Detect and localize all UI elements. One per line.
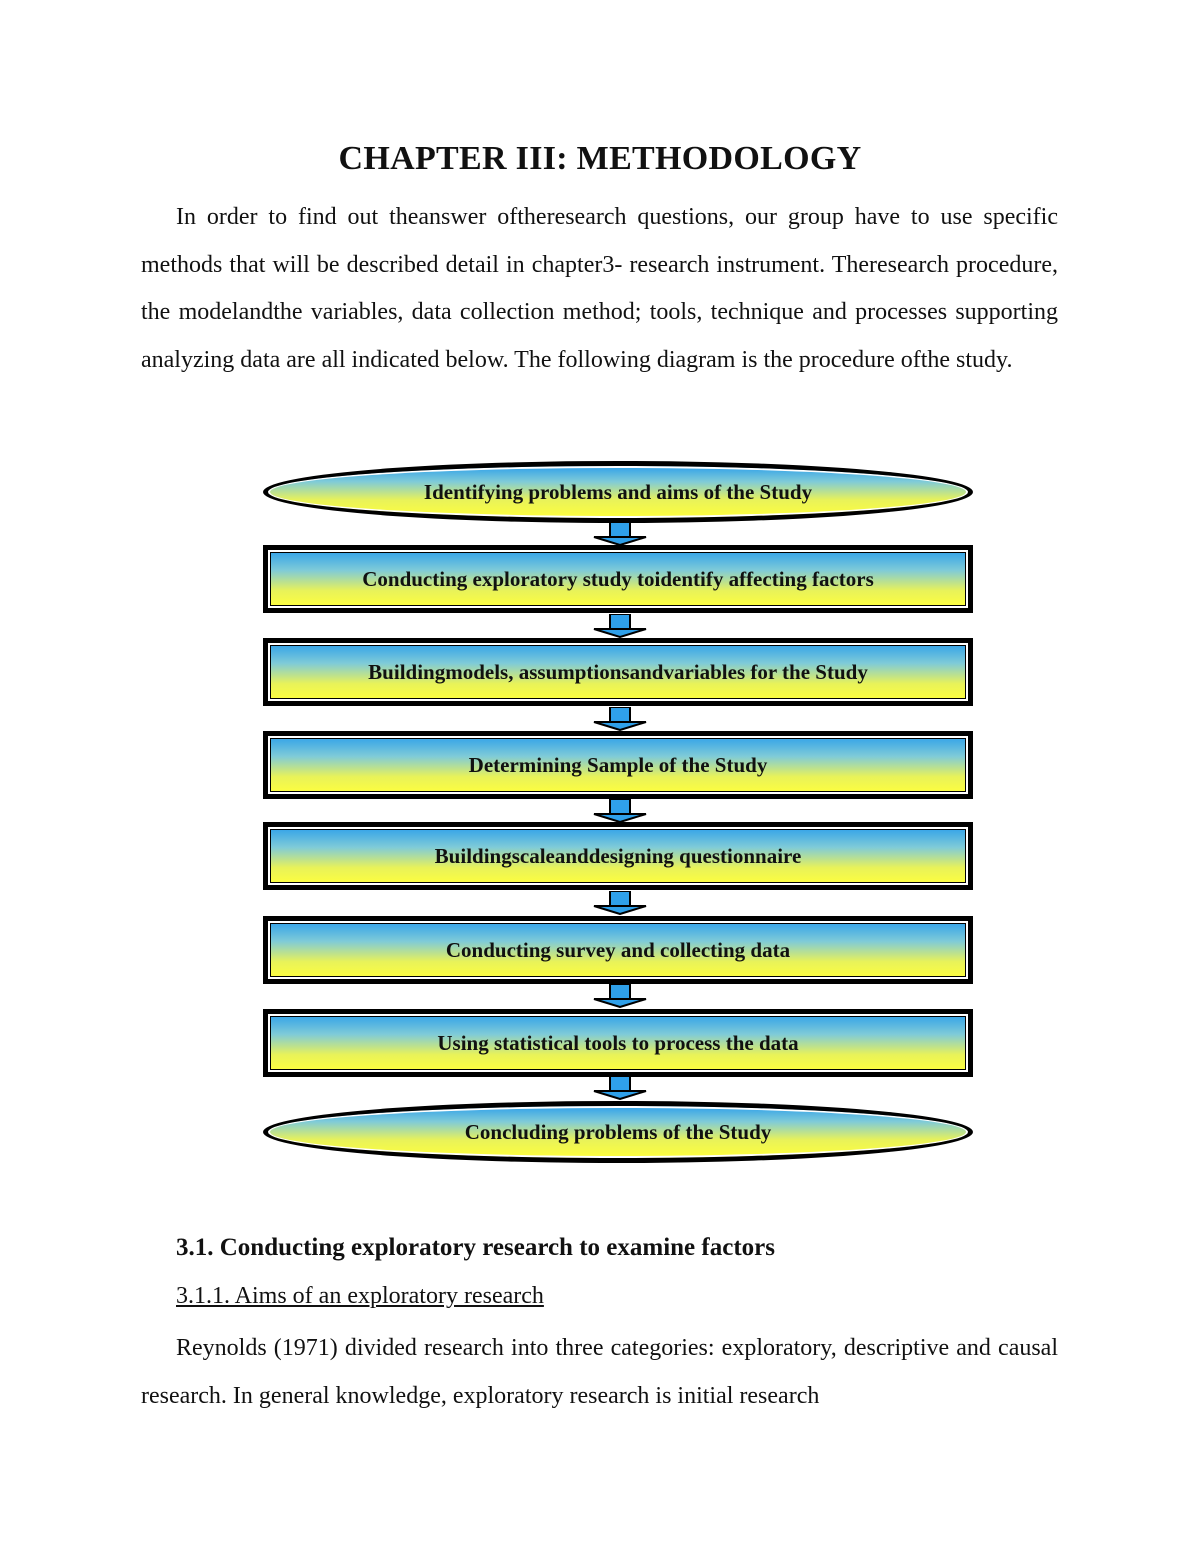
flow-step-statistics: Using statistical tools to process the data — [263, 1009, 973, 1077]
flow-step-questionnaire: Buildingscaleanddesigning questionnaire — [263, 822, 973, 890]
flow-step-sample: Determining Sample of the Study — [263, 731, 973, 799]
section-heading: 3.1. Conducting exploratory research to examine factors — [176, 1234, 775, 1261]
down-arrow-icon — [590, 799, 650, 823]
flow-step-survey: Conducting survey and collecting data — [263, 916, 973, 984]
flow-step-identify: Identifying problems and aims of the Study — [263, 461, 973, 523]
intro-paragraph: In order to find out theanswer oftheresearch questions, our group have to use specific methods that will be described detail in chapter3- research instrument. Theresearch procedure, the modelandthe variables, data collection method; tools, technique and processes supporting analyzing data are all indicated below. The following diagram is the procedure ofthe study. — [141, 204, 1058, 373]
down-arrow-icon — [590, 522, 650, 546]
chapter-title: CHAPTER III: METHODOLOGY — [338, 140, 862, 177]
flow-step-models: Buildingmodels, assumptionsandvariables for the Study — [263, 638, 973, 706]
flow-step-exploratory: Conducting exploratory study toidentify affecting factors — [263, 545, 973, 613]
down-arrow-icon — [590, 707, 650, 731]
down-arrow-icon — [590, 984, 650, 1008]
body-paragraph: Reynolds (1971) divided research into three categories: exploratory, descriptive and causal research. In general knowledge, exploratory research is initial research — [141, 1335, 1058, 1409]
subsection-heading: 3.1.1. Aims of an exploratory research — [176, 1283, 544, 1309]
down-arrow-icon — [590, 891, 650, 915]
down-arrow-icon — [590, 1076, 650, 1100]
flow-step-conclude: Concluding problems of the Study — [263, 1101, 973, 1163]
down-arrow-icon — [590, 614, 650, 638]
